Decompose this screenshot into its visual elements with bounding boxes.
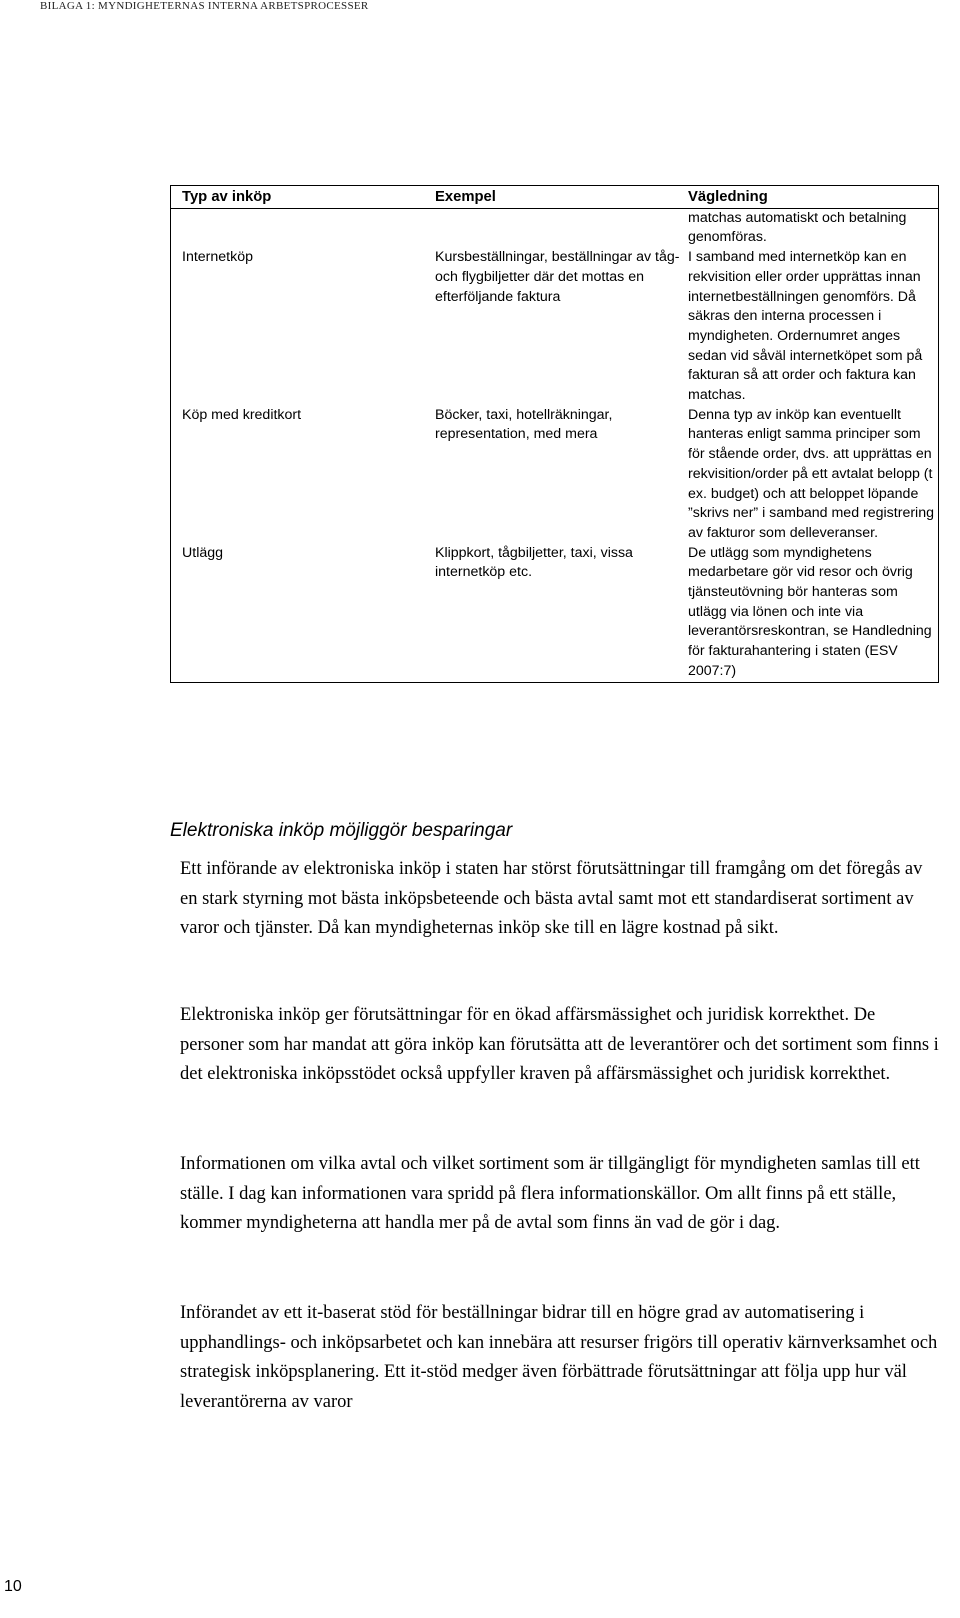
row-example: Böcker, taxi, hotellräkningar, representation, med mera	[435, 406, 613, 443]
row-guidance: I samband med internetköp kan en rekvisition eller order upprättas innan internetbeställningen genomförs. Då säkras den interna processen i myndigheten. Ordernumret anges sedan vid såväl internetköpet som på fakturan så att order och faktura kan matchas.	[688, 249, 923, 404]
column-header-type: Typ av inköp	[171, 186, 436, 209]
body-paragraph: Informationen om vilka avtal och vilket sortiment som är tillgängligt för myndigheten samlas till ett ställe. I dag kan informationen vara spridd på flera informationskällor. Om allt finns på ett ställe, kommer myndigheterna att handla mer på de avtal som finns än vad de gör i dag.	[180, 1154, 920, 1233]
continued-guidance: matchas automatiskt och betalning genomföras.	[688, 209, 907, 246]
column-header-example: Exempel	[435, 186, 688, 209]
row-type: Utlägg	[182, 544, 224, 561]
table-header-row	[171, 186, 939, 209]
table-row	[171, 248, 939, 406]
row-example: Kursbeställningar, beställningar av tåg- och flygbiljetter där det mottas en efterföljande faktura	[435, 249, 680, 305]
row-guidance: De utlägg som myndighetens medarbetare gör vid resor och övrig tjänsteutövning bör hanteras som utlägg via lönen och inte via leverantörsreskontran, se Handledning för fakturahantering i staten (ESV 2007:7)	[688, 544, 932, 679]
running-head: BILAGA 1: MYNDIGHETERNAS INTERNA ARBETSPROCESSER	[40, 0, 369, 12]
body-paragraph: Elektroniska inköp ger förutsättningar för en ökad affärsmässighet och juridisk korrekthet. De personer som har mandat att göra inköp kan förutsätta att de leverantörer och det sortiment som finns i det elektroniska inköpsstödet också uppfyller kraven på affärsmässighet och juridisk korrekthet.	[180, 1005, 939, 1084]
row-guidance: Denna typ av inköp kan eventuellt hanteras enligt samma principer som för stående order, dvs. att upprättas en rekvisition/order på ett avtalat belopp (t ex. budget) och att beloppet löpande ”skrivs ner” i samband med registrering av fakturor som delleveranser.	[688, 406, 934, 541]
row-type: Internetköp	[182, 249, 253, 266]
body-paragraph: Ett införande av elektroniska inköp i staten har störst förutsättningar till framgång om det föregås av en stark styrning mot bästa inköpsbeteende och bästa avtal samt mot ett standardiserat sortiment av varor och tjänster. Då kan myndigheternas inköp ske till en lägre kostnad på sikt.	[180, 859, 923, 938]
table-row	[171, 544, 939, 682]
table-row-continuation	[171, 208, 939, 248]
column-header-guidance: Vägledning	[688, 186, 939, 209]
page-number: 10	[4, 1578, 22, 1595]
table-row	[171, 406, 939, 544]
row-type: Köp med kreditkort	[182, 406, 302, 423]
body-paragraph: Införandet av ett it-baserat stöd för beställningar bidrar till en högre grad av automatisering i upphandlings- och inköpsarbetet och kan innebära att resurser frigörs till operativ kärnverksamhet och strategisk inköpsplanering. Ett it-stöd medger även förbättrade förutsättningar att följa upp hur väl leverantörerna av varor	[180, 1303, 938, 1412]
row-example: Klippkort, tågbiljetter, taxi, vissa internetköp etc.	[435, 544, 633, 581]
purchase-type-table	[170, 185, 939, 683]
section-heading: Elektroniska inköp möjliggör besparingar	[170, 820, 513, 841]
